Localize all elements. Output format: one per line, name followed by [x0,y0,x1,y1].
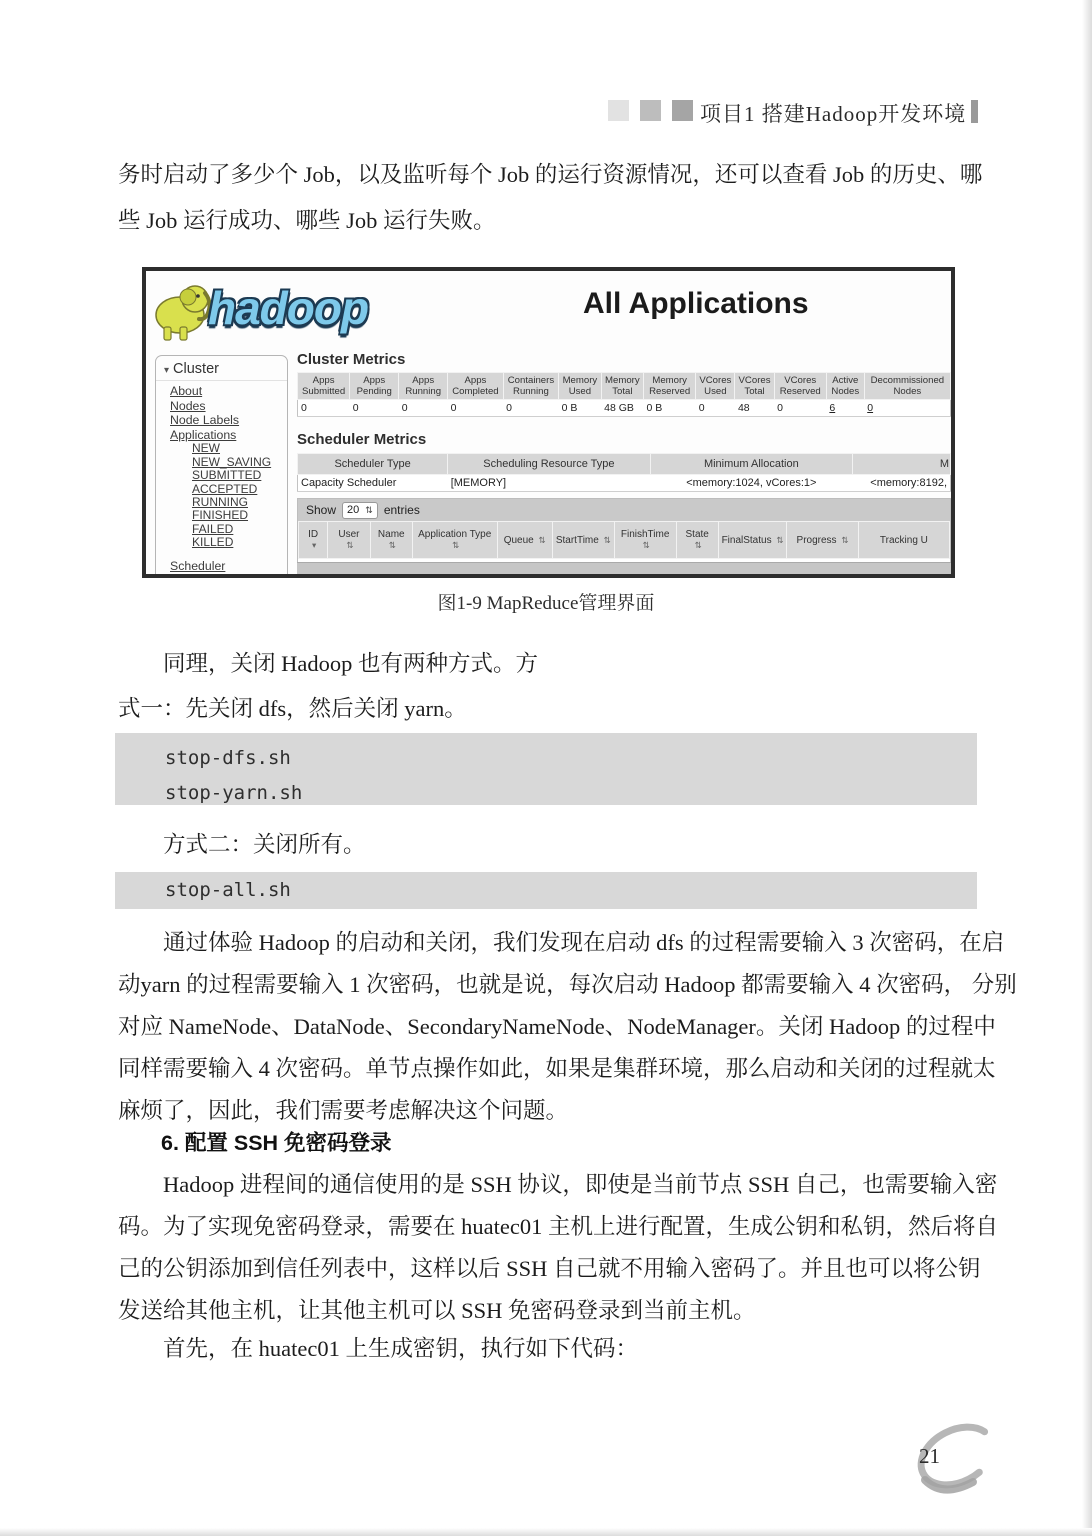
elephant-icon [150,277,214,343]
figure-screenshot-hadoop-ui [142,267,955,578]
page-title: All Applications [583,287,809,320]
sidebar-item-accepted[interactable]: ACCEPTED [192,481,258,496]
scheduler-metrics-table [297,453,951,492]
sidebar-item-failed[interactable]: FAILED [192,521,234,536]
column-header: Memory Total [601,373,643,400]
column-header: VCores Used [696,373,735,400]
sort-header-finalstatus[interactable]: FinalStatus ⇅ [718,522,786,559]
sidebar-item-finished[interactable]: FINISHED [192,508,249,523]
sort-icon: ⇅ [538,534,546,545]
metric-value: 48 [735,400,774,417]
show-label: Show [306,503,337,517]
sidebar-item-node-labels[interactable]: Node Labels [170,413,240,428]
paragraph-line: 些 Job 运行成功、哪些 Job 运行失败。 [118,208,496,233]
sidebar-nav [155,355,288,574]
sidebar-item-about[interactable]: About [170,384,203,398]
main-content [297,351,951,574]
sort-icon: ⇅ [388,540,396,550]
swoosh-icon [895,1408,1015,1508]
sort-header-progress[interactable]: Progress ⇅ [787,522,859,559]
column-header: VCores Reserved [774,373,826,400]
paragraph [118,1328,978,1370]
scheduler-type-value: Capacity Scheduler [298,475,448,492]
metric-value: 0 [503,400,559,417]
sidebar-group-cluster[interactable] [156,356,287,381]
code-line: stop-yarn.sh [165,782,303,804]
sort-header-tracking-ui[interactable]: Tracking U [858,522,949,559]
column-header: Apps Submitted [298,373,350,400]
sort-desc-icon: ▾ [312,540,317,550]
column-header: M [853,454,951,475]
page-edge-shadow [0,1528,1092,1536]
sort-header-finishtime[interactable]: FinishTime ⇅ [614,522,676,559]
sort-icon: ⇅ [603,534,611,545]
sort-header-starttime[interactable]: StartTime ⇅ [552,522,614,559]
paragraph-line: 对应 NameNode、DataNode、SecondaryNameNode、NodeManager。关闭 Hadoop 的过程中 [118,1014,996,1039]
hadoop-logo [150,273,380,349]
metric-value: 0 B [559,400,601,417]
code-line: stop-all.sh [165,879,291,901]
code-block [115,872,977,909]
figure-caption: 图1-9 MapReduce管理界面 [437,593,655,614]
page-edge-shadow [1082,0,1092,1536]
sort-header-application-type[interactable]: Application Type ⇅ [412,522,497,559]
paragraph [118,1164,998,1332]
sidebar-item-nodes[interactable]: Nodes [170,398,206,413]
column-header: Apps Pending [350,373,399,400]
sidebar-item-applications[interactable]: Applications [170,427,237,442]
sort-icon: ⇅ [346,540,354,550]
sidebar-item-new-saving[interactable]: NEW_SAVING [192,454,272,469]
metric-value: 0 [399,400,448,417]
sort-icon: ⇅ [642,540,650,550]
sort-header-state[interactable]: State ⇅ [676,522,718,559]
ornament-square-icon [672,100,693,121]
paragraph-line: 麻烦了，因此，我们需要考虑解决这个问题。 [118,1098,569,1123]
header-ornament-squares [608,100,693,121]
column-header: Active Nodes [826,373,864,400]
column-header: Minimum Allocation [650,454,852,475]
column-header: Decommissioned Nodes [864,373,950,400]
metric-value: 0 [298,400,350,417]
column-header: Containers Running [503,373,559,400]
select-stepper-icon: ⇅ [365,504,373,515]
paragraph-line: 动yarn 的过程需要输入 1 次密码，也就是说，每次启动 Hadoop 都需要输入 4 次密码， 分别 [118,972,1017,997]
page-number: 21 [919,1444,940,1468]
paragraph-line: 方式二：关闭所有。 [163,832,366,857]
sort-header-id[interactable]: ID ▾ [299,522,328,559]
active-nodes-link: 6 [826,400,864,417]
entries-control [298,499,950,521]
sidebar-group-label: Cluster [173,361,219,377]
sort-icon: ⇅ [776,534,784,545]
cluster-metrics-table [297,372,951,417]
code-line: stop-dfs.sh [165,747,291,769]
paragraph-line: 通过体验 Hadoop 的启动和关闭，我们发现在启动 dfs 的过程需要输入 3 次密码，在启 [163,930,1005,955]
table-footer-bar [297,562,951,574]
paragraph-line: 务时启动了多少个 Job，以及监听每个 Job 的运行资源情况，还可以查看 Job 的历史、哪 [118,162,983,187]
paragraph [118,922,1017,1132]
column-header: VCores Total [735,373,774,400]
sort-header-queue[interactable]: Queue ⇅ [497,522,552,559]
paragraph [118,641,978,731]
column-header: Scheduling Resource Type [448,454,650,475]
page-number-ornament [895,1408,1015,1508]
paragraph-line: Hadoop 进程间的通信使用的是 SSH 协议，即使是当前节点 SSH 自己，也需要输入密 [163,1172,998,1197]
paragraph-line: 同理，关闭 Hadoop 也有两种方式。方 [163,651,538,676]
metric-value: 48 GB [601,400,643,417]
column-header: Apps Running [399,373,448,400]
cluster-metrics-heading: Cluster Metrics [297,351,406,368]
column-header: Memory Reserved [644,373,696,400]
running-head [0,98,1092,128]
sort-icon: ⇅ [841,534,849,545]
sort-icon: ⇅ [452,540,460,550]
entries-value: 20 [347,504,360,516]
sidebar-item-submitted[interactable]: SUBMITTED [192,468,262,483]
paragraph-line: 同样需要输入 4 次密码。单节点操作如此，如果是集群环境，那么启动和关闭的过程就太 [118,1056,996,1081]
scheduler-metrics-heading: Scheduler Metrics [297,431,427,448]
entries-select[interactable] [342,502,378,519]
paragraph-line: 码。为了实现免密码登录，需要在 huatec01 主机上进行配置，生成公钥和私钥，然后将自 [118,1214,998,1239]
paragraph [118,824,978,866]
code-block [115,733,977,805]
metric-value: 0 B [644,400,696,417]
chapter-title: 项目1 搭建Hadoop开发环境 [700,102,967,126]
applications-table [298,521,950,559]
metric-value: 0 [448,400,504,417]
section-heading: 6. 配置 SSH 免密码登录 [161,1131,392,1155]
hadoop-logo-text: hadoop [208,282,369,334]
column-header: Memory Used [559,373,601,400]
resource-type-value: [MEMORY] [448,475,650,492]
minimum-allocation-value: <memory:1024, vCores:1> [650,475,852,492]
metric-value: 0 [696,400,735,417]
paragraph-line: 发送给其他主机，让其他主机可以 SSH 免密码登录到当前主机。 [118,1298,756,1323]
sort-header-user[interactable]: User ⇅ [328,522,370,559]
paragraph-line: 式一：先关闭 dfs，然后关闭 yarn。 [118,696,467,721]
sidebar-item-killed[interactable]: KILLED [192,535,234,550]
sort-header-name[interactable]: Name ⇅ [370,522,412,559]
column-header: Scheduler Type [298,454,448,475]
metric-value: 0 [350,400,399,417]
chevron-down-icon: ▾ [164,365,170,376]
ornament-square-icon [608,100,629,121]
decommissioned-nodes-link: 0 [864,400,950,417]
maximum-allocation-value: <memory:8192, [853,475,951,492]
paragraph-line: 己的公钥添加到信任列表中，这样以后 SSH 自己就不用输入密码了。并且也可以将公钥 [118,1256,981,1281]
header-ornament-bar [971,100,978,123]
sidebar-item-new[interactable]: NEW [192,441,220,456]
sidebar-item-running[interactable]: RUNNING [192,495,248,509]
sort-icon: ⇅ [694,540,702,550]
entries-label: entries [383,503,420,517]
sidebar-item-scheduler[interactable]: Scheduler [170,558,226,573]
table-row [298,400,951,417]
paragraph-line: 首先，在 huatec01 上生成密钥，执行如下代码： [163,1336,638,1361]
table-row [298,475,951,492]
column-header: Apps Completed [448,373,504,400]
ornament-square-icon [640,100,661,121]
metric-value: 0 [774,400,826,417]
paragraph [118,152,983,244]
